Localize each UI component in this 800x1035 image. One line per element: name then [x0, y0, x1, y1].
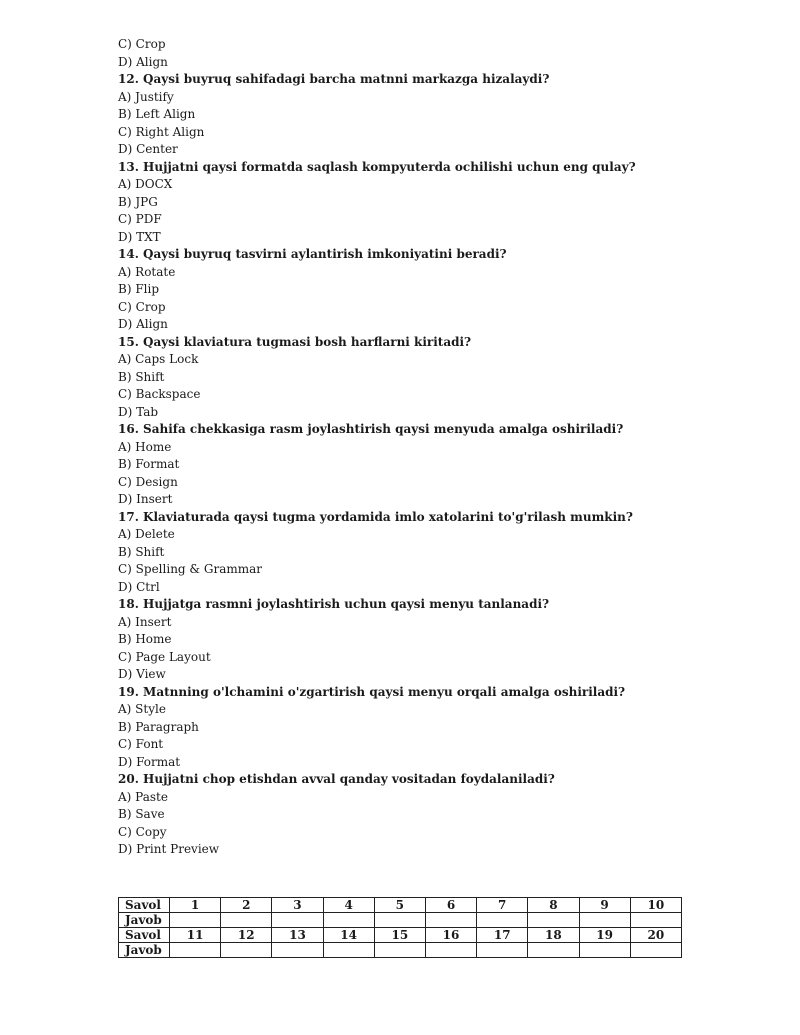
question-number-cell: 5	[374, 898, 425, 913]
question-text: 15. Qaysi klaviatura tugmasi bosh harflarni kiritadi?	[118, 334, 472, 349]
question-text: 14. Qaysi buyruq tasvirni aylantirish imkoniyatini beradi?	[118, 247, 507, 261]
answer-option: C) PDF	[118, 212, 162, 226]
question-number-cell: 3	[272, 898, 323, 913]
answer-cell	[477, 943, 528, 958]
question-number-cell: 1	[170, 898, 221, 913]
question-text: 20. Hujjatni chop etishdan avval qanday vositadan foydalaniladi?	[118, 772, 555, 786]
answer-cell	[221, 913, 272, 928]
answer-option: A) DOCX	[118, 177, 173, 191]
answer-table-row	[119, 913, 682, 928]
question-text: 17. Klaviaturada qaysi tugma yordamida imlo xatolarini to'g'rilash mumkin?	[118, 509, 633, 524]
answer-table-row	[119, 898, 682, 913]
answer-option: C) Copy	[118, 824, 167, 839]
answer-option: D) Align	[118, 54, 168, 69]
question-number-cell: 11	[170, 928, 221, 943]
question-text: 16. Sahifa chekkasiga rasm joylashtirish qaysi menyuda amalga oshiriladi?	[118, 422, 624, 436]
answer-cell	[272, 913, 323, 928]
answer-option: C) Backspace	[118, 387, 201, 401]
answer-option: D) Print Preview	[118, 842, 220, 856]
question-text: 18. Hujjatga rasmni joylashtirish uchun qaysi menyu tanlanadi?	[118, 597, 550, 611]
answer-table-row	[119, 928, 682, 943]
answer-option: B) Save	[118, 807, 165, 821]
answer-cell	[170, 913, 221, 928]
question-number-cell: 12	[221, 928, 272, 943]
question-number-cell: 2	[221, 898, 272, 913]
question-text: 13. Hujjatni qaysi formatda saqlash kompyuterda ochilishi uchun eng qulay?	[118, 159, 636, 174]
answer-cell	[425, 943, 476, 958]
question-number-cell: 19	[579, 928, 630, 943]
answer-cell	[528, 913, 579, 928]
answer-option: B) Left Align	[118, 107, 196, 121]
answer-option: A) Style	[118, 702, 166, 716]
question-number-cell: 13	[272, 928, 323, 943]
answer-cell	[221, 943, 272, 958]
answer-option: B) Format	[118, 457, 180, 471]
question-number-cell: 8	[528, 898, 579, 913]
answer-option: C) Spelling & Grammar	[118, 562, 263, 576]
answer-option: C) Crop	[118, 37, 166, 51]
answer-option: A) Justify	[118, 89, 174, 104]
answer-option: C) Design	[118, 474, 178, 489]
question-number-cell: 16	[425, 928, 476, 943]
answer-option: D) View	[118, 667, 166, 681]
question-number-cell: 7	[477, 898, 528, 913]
question-text: 12. Qaysi buyruq sahifadagi barcha matnni markazga hizalaydi?	[118, 72, 550, 86]
answer-option: B) Shift	[118, 369, 165, 384]
answer-option: A) Delete	[118, 527, 175, 541]
answer-option: D) Format	[118, 754, 181, 769]
answer-option: C) Page Layout	[118, 649, 211, 664]
answer-cell	[630, 913, 681, 928]
answer-option: A) Insert	[118, 614, 172, 629]
question-number-cell: 18	[528, 928, 579, 943]
row-header-cell: Savol	[119, 928, 170, 943]
answer-option: D) Align	[118, 317, 168, 331]
row-header-cell: Savol	[119, 898, 170, 913]
question-number-cell: 10	[630, 898, 681, 913]
question-text: 19. Matnning o'lchamini o'zgartirish qaysi menyu orqali amalga oshiriladi?	[118, 684, 626, 699]
question-number-cell: 9	[579, 898, 630, 913]
answer-option: C) Crop	[118, 299, 166, 314]
answer-option: D) Insert	[118, 492, 173, 506]
question-number-cell: 20	[630, 928, 681, 943]
answer-cell	[374, 943, 425, 958]
row-header-cell: Javob	[119, 943, 170, 958]
answer-option: A) Rotate	[118, 264, 176, 279]
answer-table	[118, 897, 682, 958]
answer-cell	[630, 943, 681, 958]
answer-option: C) Right Align	[118, 124, 205, 139]
question-number-cell: 17	[477, 928, 528, 943]
question-number-cell: 15	[374, 928, 425, 943]
answer-option: D) Center	[118, 142, 178, 156]
answer-option: D) TXT	[118, 229, 161, 244]
answer-cell	[374, 913, 425, 928]
answer-option: A) Caps Lock	[118, 352, 199, 366]
answer-option: D) Ctrl	[118, 579, 160, 594]
answer-option: D) Tab	[118, 404, 159, 419]
answer-table-row	[119, 943, 682, 958]
question-number-cell: 14	[323, 928, 374, 943]
answer-option: B) Flip	[118, 282, 159, 296]
answer-cell	[477, 913, 528, 928]
answer-cell	[425, 913, 476, 928]
answer-cell	[272, 943, 323, 958]
answer-option: C) Font	[118, 737, 164, 751]
answer-option: A) Paste	[118, 789, 168, 804]
answer-option: B) Paragraph	[118, 719, 199, 734]
question-number-cell: 6	[425, 898, 476, 913]
answer-option: A) Home	[118, 439, 172, 454]
answer-cell	[579, 913, 630, 928]
answer-option: B) Home	[118, 632, 172, 646]
answer-option: B) JPG	[118, 194, 158, 209]
answer-option: B) Shift	[118, 544, 165, 559]
answer-cell	[528, 943, 579, 958]
quiz-document	[118, 36, 718, 859]
answer-cell	[170, 943, 221, 958]
answer-cell	[579, 943, 630, 958]
row-header-cell: Javob	[119, 913, 170, 928]
answer-cell	[323, 943, 374, 958]
question-number-cell: 4	[323, 898, 374, 913]
answer-cell	[323, 913, 374, 928]
